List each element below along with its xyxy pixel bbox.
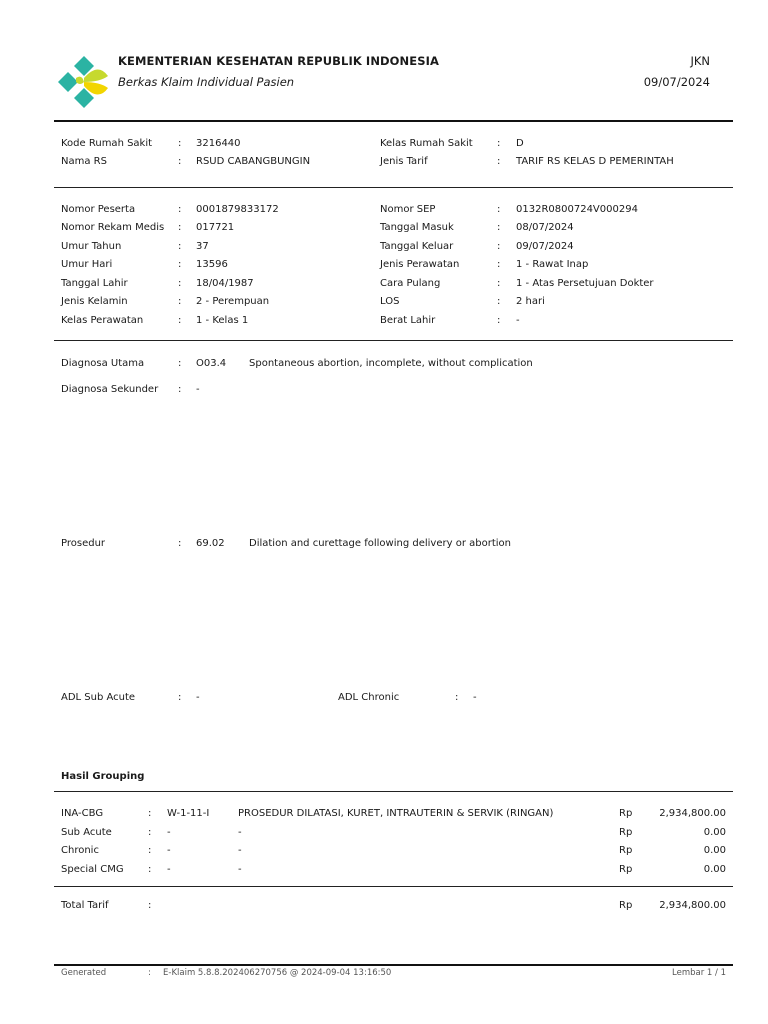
info-label: Tanggal Masuk: [380, 222, 454, 233]
info-label: Cara Pulang: [380, 278, 441, 289]
colon-separator: :: [148, 968, 151, 978]
grouping-row-desc: -: [238, 827, 242, 838]
prosedur-label: Prosedur: [61, 538, 106, 549]
grouping-row-code: W-1-11-I: [167, 808, 210, 819]
info-label: Tanggal Lahir: [61, 278, 128, 289]
colon-separator: :: [148, 827, 152, 838]
info-value: 08/07/2024: [516, 222, 574, 233]
info-value: 0001879833172: [196, 204, 279, 215]
divider: [54, 886, 733, 887]
diagnosa-sekunder-label: Diagnosa Sekunder: [61, 384, 159, 395]
colon-separator: :: [497, 222, 501, 233]
colon-separator: :: [497, 241, 501, 252]
info-label: Berat Lahir: [380, 315, 436, 326]
colon-separator: :: [497, 259, 501, 270]
footer-generated-label: Generated: [61, 968, 107, 978]
colon-separator: :: [178, 384, 182, 395]
ministry-logo: [54, 52, 114, 112]
document-subtitle: Berkas Klaim Individual Pasien: [118, 75, 295, 89]
info-value: -: [516, 315, 520, 326]
adl-chronic-label: ADL Chronic: [338, 692, 400, 703]
grouping-row-code: -: [167, 864, 171, 875]
grouping-row-code: -: [167, 827, 171, 838]
diagnosa-utama-label: Diagnosa Utama: [61, 358, 145, 369]
colon-separator: :: [148, 900, 152, 911]
grouping-title: Hasil Grouping: [61, 771, 145, 782]
nama-rs-label: Nama RS: [61, 156, 107, 167]
grouping-row-amount: 2,934,800.00: [659, 808, 726, 819]
colon-separator: :: [178, 296, 182, 307]
divider: [54, 187, 733, 188]
total-tarif-amount: 2,934,800.00: [659, 900, 726, 911]
colon-separator: :: [178, 204, 182, 215]
info-label: Jenis Kelamin: [61, 296, 128, 307]
ministry-title: KEMENTERIAN KESEHATAN REPUBLIK INDONESIA: [118, 54, 440, 68]
divider: [54, 340, 733, 341]
kode-rs-value: 3216440: [196, 138, 241, 149]
info-value: 13596: [196, 259, 228, 270]
info-label: Jenis Perawatan: [380, 259, 460, 270]
grouping-row-label: INA-CBG: [61, 808, 104, 819]
colon-separator: :: [497, 204, 501, 215]
colon-separator: :: [497, 138, 501, 149]
colon-separator: :: [178, 222, 182, 233]
info-label: Nomor SEP: [380, 204, 436, 215]
info-label: Tanggal Keluar: [380, 241, 454, 252]
info-label: LOS: [380, 296, 400, 307]
total-tarif-label: Total Tarif: [61, 900, 109, 911]
info-value: 2 - Perempuan: [196, 296, 270, 307]
colon-separator: :: [178, 156, 182, 167]
currency-label: Rp: [619, 808, 633, 819]
kode-rs-label: Kode Rumah Sakit: [61, 138, 153, 149]
colon-separator: :: [178, 315, 182, 326]
footer-page-number: Lembar 1 / 1: [672, 968, 726, 978]
adl-chronic-value: -: [473, 692, 477, 703]
colon-separator: :: [455, 692, 459, 703]
info-label: Nomor Rekam Medis: [61, 222, 165, 233]
jenis-tarif-label: Jenis Tarif: [380, 156, 428, 167]
kelas-rs-label: Kelas Rumah Sakit: [380, 138, 473, 149]
colon-separator: :: [178, 692, 182, 703]
colon-separator: :: [178, 138, 182, 149]
colon-separator: :: [178, 259, 182, 270]
document-date: 09/07/2024: [643, 75, 710, 89]
info-value: 18/04/1987: [196, 278, 254, 289]
divider: [54, 964, 733, 966]
colon-separator: :: [497, 278, 501, 289]
ministry-logo-icon: [54, 52, 114, 112]
colon-separator: :: [148, 808, 152, 819]
info-value: 1 - Kelas 1: [196, 315, 249, 326]
diagnosa-sekunder-value: -: [196, 384, 200, 395]
info-label: Nomor Peserta: [61, 204, 136, 215]
grouping-row-label: Sub Acute: [61, 827, 112, 838]
grouping-row-amount: 0.00: [703, 845, 726, 856]
colon-separator: :: [178, 241, 182, 252]
grouping-row-amount: 0.00: [703, 864, 726, 875]
grouping-row-code: -: [167, 845, 171, 856]
adl-sub-acute-value: -: [196, 692, 200, 703]
currency-label: Rp: [619, 827, 633, 838]
footer-generated-text: E-Klaim 5.8.8.202406270756 @ 2024-09-04 13:16:50: [163, 968, 392, 978]
grouping-row-desc: PROSEDUR DILATASI, KURET, INTRAUTERIN & SERVIK (RINGAN): [238, 808, 554, 819]
colon-separator: :: [178, 278, 182, 289]
program-label: JKN: [690, 54, 710, 68]
adl-sub-acute-label: ADL Sub Acute: [61, 692, 136, 703]
colon-separator: :: [497, 296, 501, 307]
info-label: Kelas Perawatan: [61, 315, 144, 326]
info-value: 1 - Rawat Inap: [516, 259, 589, 270]
info-value: 1 - Atas Persetujuan Dokter: [516, 278, 654, 289]
grouping-row-label: Special CMG: [61, 864, 124, 875]
prosedur-code: 69.02: [196, 538, 225, 549]
divider: [54, 791, 733, 792]
currency-label: Rp: [619, 845, 633, 856]
diagnosa-utama-code: O03.4: [196, 358, 227, 369]
info-label: Umur Hari: [61, 259, 113, 270]
info-label: Umur Tahun: [61, 241, 122, 252]
info-value: 017721: [196, 222, 235, 233]
grouping-row-desc: -: [238, 864, 242, 875]
grouping-row-desc: -: [238, 845, 242, 856]
nama-rs-value: RSUD CABANGBUNGIN: [196, 156, 311, 167]
colon-separator: :: [148, 845, 152, 856]
grouping-row-amount: 0.00: [703, 827, 726, 838]
colon-separator: :: [497, 156, 501, 167]
colon-separator: :: [148, 864, 152, 875]
jenis-tarif-value: TARIF RS KELAS D PEMERINTAH: [516, 156, 674, 167]
colon-separator: :: [178, 538, 182, 549]
kelas-rs-value: D: [516, 138, 524, 149]
prosedur-desc: Dilation and curettage following delivery or abortion: [249, 538, 511, 549]
info-value: 09/07/2024: [516, 241, 574, 252]
currency-label: Rp: [619, 900, 633, 911]
divider: [54, 120, 733, 122]
colon-separator: :: [497, 315, 501, 326]
info-value: 0132R0800724V000294: [516, 204, 638, 215]
currency-label: Rp: [619, 864, 633, 875]
info-value: 2 hari: [516, 296, 545, 307]
info-value: 37: [196, 241, 209, 252]
colon-separator: :: [178, 358, 182, 369]
grouping-row-label: Chronic: [61, 845, 99, 856]
diagnosa-utama-desc: Spontaneous abortion, incomplete, without complication: [249, 358, 533, 369]
